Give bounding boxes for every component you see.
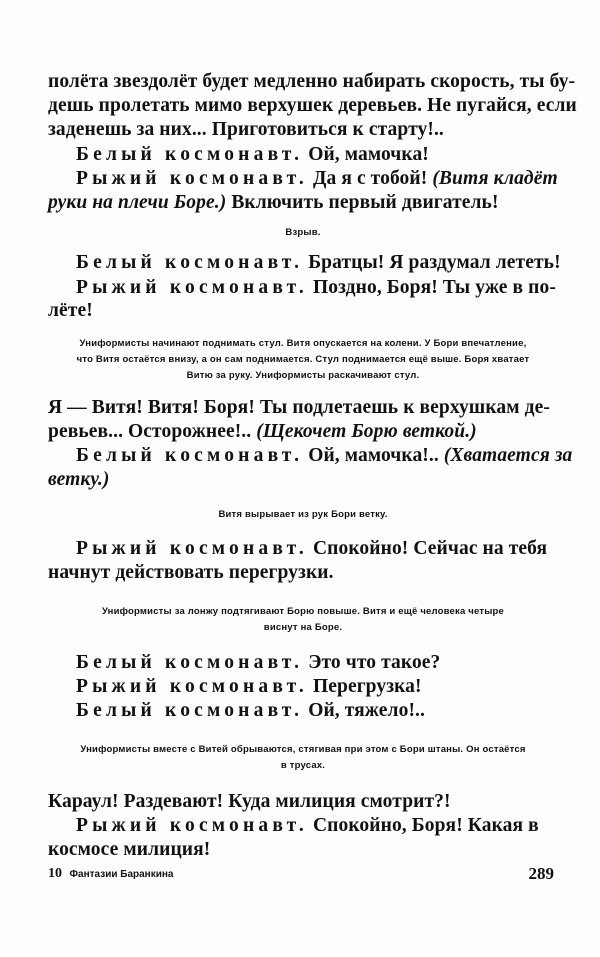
dialogue-line	[76, 699, 558, 723]
dialogue-line	[76, 537, 558, 561]
stage-remark: руки на плечи Боре.)	[48, 192, 227, 213]
speaker-name: Белый космонавт.	[76, 700, 304, 721]
dialogue-line	[48, 191, 558, 215]
dialogue-line	[48, 420, 558, 444]
speech-text: Ой, тяжело!..	[308, 700, 425, 721]
speaker-name: Рыжий космонавт.	[76, 168, 308, 189]
speaker-name: Белый космонавт.	[76, 445, 304, 466]
speech-text: Да я с тобой!	[312, 168, 428, 189]
speech-text: Ой, мамочка!..	[308, 445, 439, 466]
speech-text: ревьев... Осторожнее!..	[48, 421, 252, 442]
speech-text: Спокойно! Сейчас на тебя	[312, 538, 548, 559]
speech-text: Братцы! Я раздумал лететь!	[308, 252, 561, 273]
speaker-name: Рыжий космонавт.	[76, 815, 308, 836]
text-line: Караул! Раздевают! Куда милиция смотрит?!	[48, 791, 451, 812]
dialogue-line	[76, 251, 561, 275]
speech-text: Включить первый двигатель!	[231, 192, 499, 213]
speech-text: Поздно, Боря! Ты уже в по-	[312, 277, 556, 298]
page-footer-signature	[48, 866, 173, 882]
stage-direction: виснут на Боре.	[263, 622, 343, 633]
stage-direction: в трусах.	[280, 760, 326, 771]
dialogue-line	[76, 143, 558, 167]
stage-direction: Униформисты вместе с Витей обрываются, стягивая при этом с Бори штаны. Он остаётся	[80, 744, 526, 755]
dialogue-line	[76, 167, 558, 191]
speaker-name: Рыжий космонавт.	[76, 676, 308, 697]
dialogue-line	[76, 276, 558, 300]
text-line: Я — Витя! Витя! Боря! Ты подлетаешь к верхушкам де-	[48, 397, 550, 418]
text-line: заденешь за них... Приготовиться к старту!..	[48, 119, 444, 140]
text-line: лёте!	[48, 300, 93, 321]
stage-direction: что Витя остаётся внизу, а он сам поднимается. Стул поднимается ещё выше. Боря хватает	[76, 354, 530, 365]
text-line: полёта звездолёт будет медленно набирать скорость, ты бу-	[48, 71, 576, 92]
speech-text: Спокойно, Боря! Какая в	[312, 815, 539, 836]
signature-number: 10	[48, 866, 62, 881]
speech-text: Перегрузка!	[312, 676, 422, 697]
dialogue-line	[76, 444, 573, 468]
page-number: 289	[528, 864, 554, 883]
stage-direction: Витя вырывает из рук Бори ветку.	[218, 509, 388, 520]
text-line: начнут действовать перегрузки.	[48, 562, 334, 583]
book-title: Фантазии Баранкина	[69, 869, 174, 880]
speaker-name: Белый космонавт.	[76, 144, 304, 165]
stage-remark: (Витя кладёт	[432, 168, 558, 189]
text-line: дешь пролетать мимо верхушек деревьев. Не пугайся, если	[48, 95, 577, 116]
speech-text: Ой, мамочка!	[308, 144, 429, 165]
speaker-name: Белый космонавт.	[76, 252, 304, 273]
dialogue-line	[76, 675, 558, 699]
dialogue-line	[76, 651, 558, 675]
stage-direction: Взрыв.	[285, 227, 321, 238]
speaker-name: Белый космонавт.	[76, 652, 304, 673]
stage-remark: (Щекочет Борю веткой.)	[256, 421, 477, 442]
speech-text: Это что такое?	[308, 652, 441, 673]
speaker-name: Рыжий космонавт.	[76, 277, 308, 298]
dialogue-line	[76, 814, 558, 838]
stage-direction: Униформисты начинают поднимать стул. Витя опускается на колени. У Бори впечатление,	[79, 338, 527, 349]
stage-direction: Униформисты за лонжу подтягивают Борю повыше. Витя и ещё человека четыре	[101, 606, 505, 617]
text-line: космосе милиция!	[48, 839, 211, 860]
speaker-name: Рыжий космонавт.	[76, 538, 308, 559]
stage-direction: Витю за руку. Униформисты раскачивают стул.	[186, 370, 420, 381]
stage-remark: ветку.)	[48, 469, 110, 490]
stage-remark: (Хватается за	[443, 445, 573, 466]
